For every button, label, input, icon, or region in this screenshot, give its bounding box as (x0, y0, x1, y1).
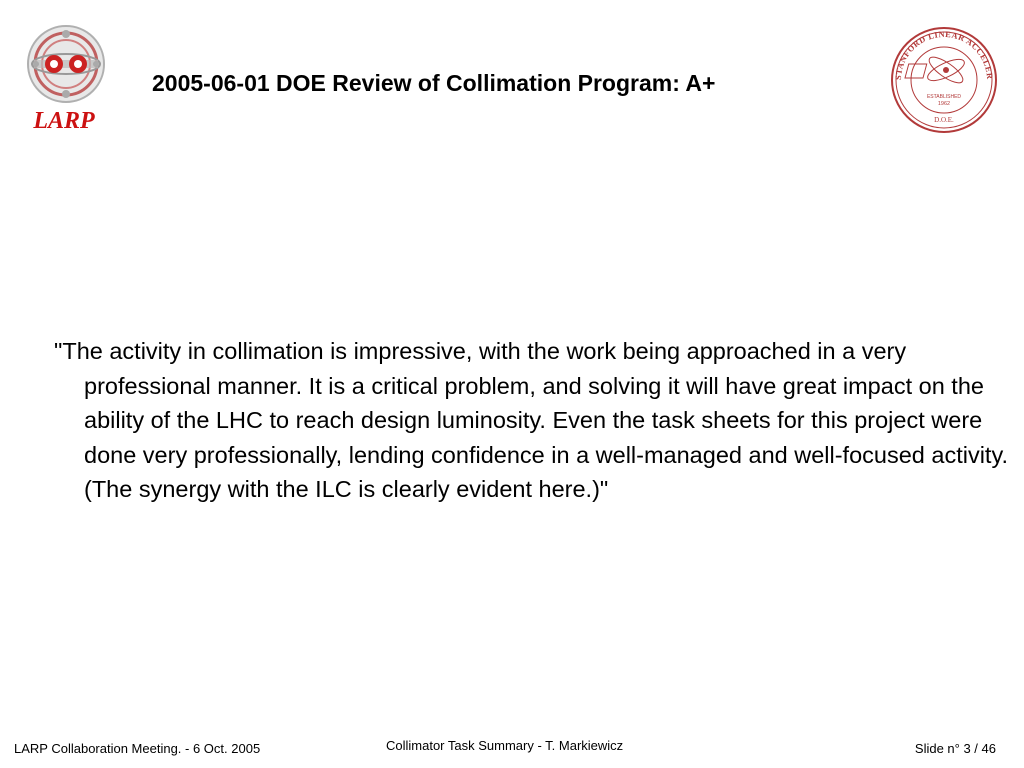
larp-logo (20, 20, 116, 138)
footer-slide-number: Slide n° 3 / 46 (914, 741, 996, 756)
quote-text: "The activity in collimation is impressive, with the work being approached in a very professional manner. It is a critical problem, and solving it will have great impact on the ability of the LHC to reach design luminosity. Even the task sheets for this project were done very professionally, lending confidence in a well-managed and well-focused activity. (The synergy with the ILC is clearly evident here.)" (54, 338, 1008, 502)
slac-seal (884, 22, 1004, 134)
footer-meeting: LARP Collaboration Meeting. - 6 Oct. 2005 (14, 741, 261, 756)
seal-year: 1962 (937, 101, 951, 107)
seal-established: ESTABLISHED (926, 94, 962, 100)
seal-ring-text: STANFORD LINEAR ACCELER (893, 29, 995, 81)
slide-title: 2005-06-01 DOE Review of Collimation Program: A+ (152, 70, 716, 96)
larp-magnet-icon (20, 20, 116, 116)
slac-seal-icon (884, 22, 1004, 134)
footer-talk-title: Collimator Task Summary - T. Markiewicz (386, 738, 624, 753)
larp-logo-text: LARP (33, 108, 95, 134)
seal-agency: D.O.E. (934, 116, 954, 124)
